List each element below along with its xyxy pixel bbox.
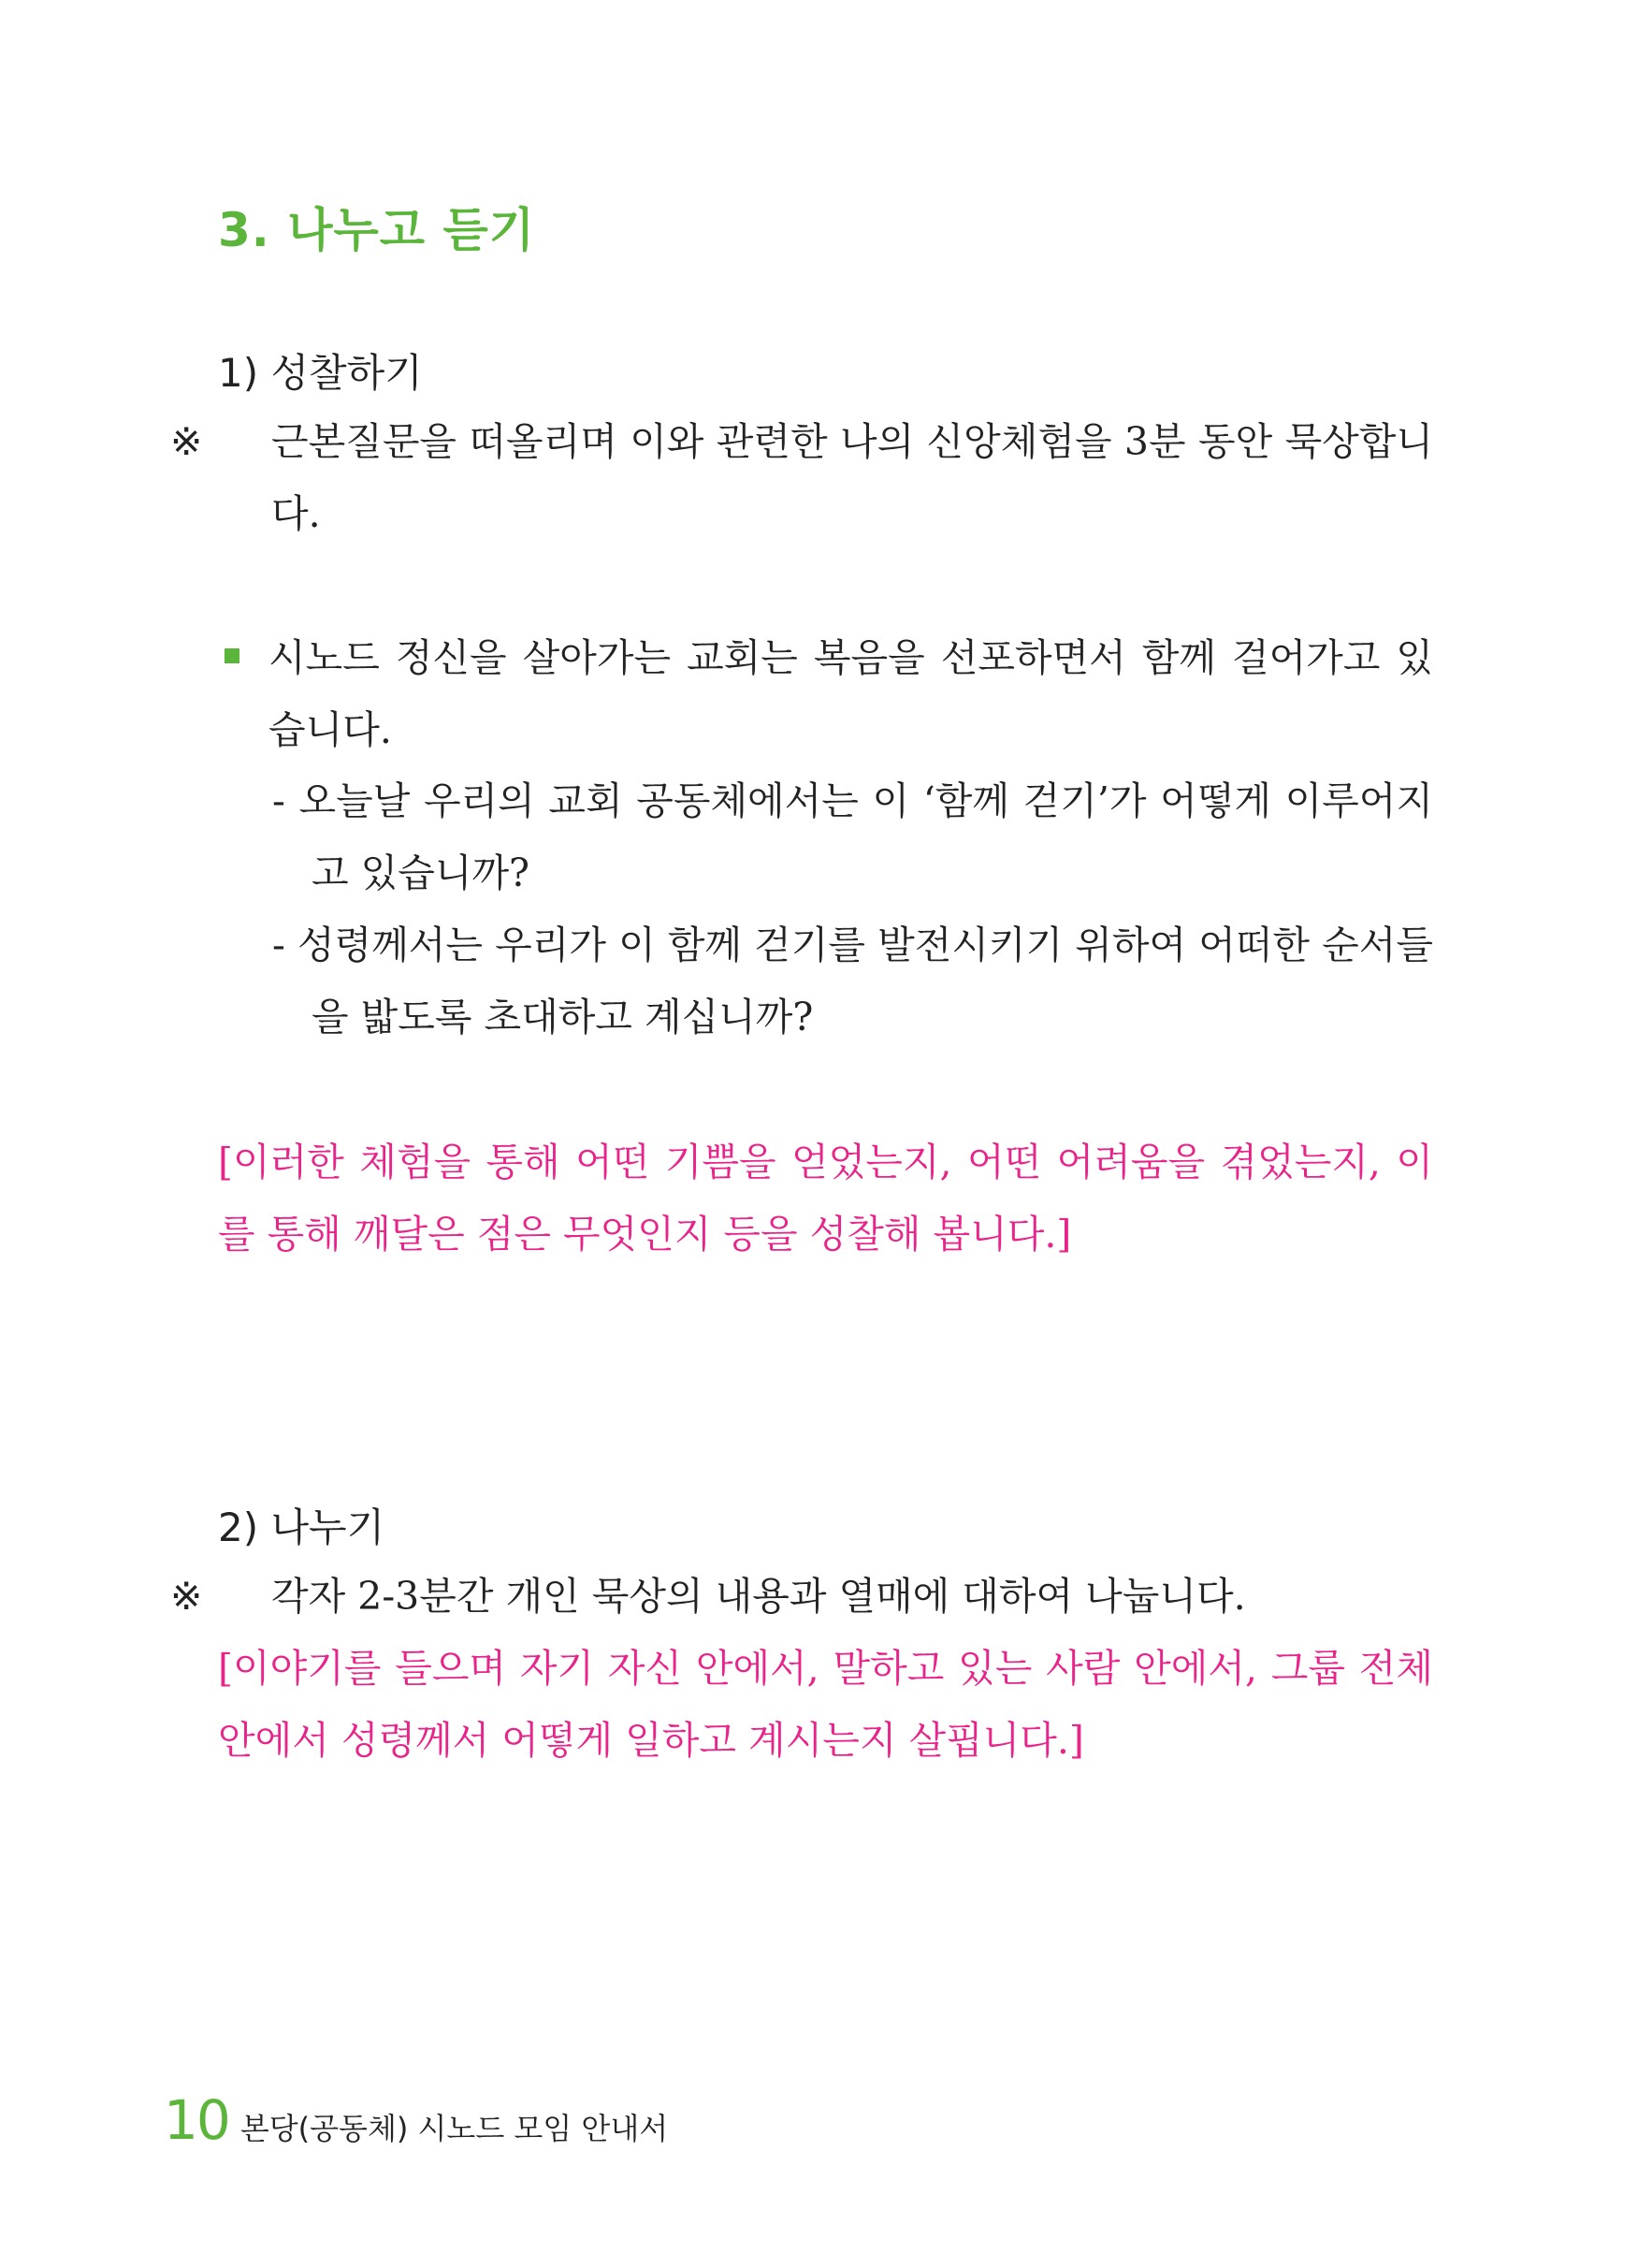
page-number: 10 (164, 2088, 229, 2152)
share-instruction-text: 각자 2-3분간 개인 묵상의 내용과 열매에 대하여 나눕니다. (271, 1574, 1246, 1619)
share-heading: 2) 나누기 (218, 1504, 385, 1550)
section-title: 3. 나누고 듣기 (218, 203, 536, 257)
reference-mark: ※ (170, 1574, 203, 1619)
reflect-instruction-text: 근본질문을 떠올리며 이와 관련한 나의 신앙체험을 3분 동안 묵상합니다. (271, 419, 1433, 536)
reflect-heading: 1) 성찰하기 (218, 350, 423, 396)
share-instruction (170, 1561, 1433, 1633)
bullet-paragraph-text: 시노드 정신을 살아가는 교회는 복음을 선포하면서 함께 걸어가고 있습니다. (268, 635, 1433, 752)
reflect-guide: [이러한 체험을 통해 어떤 기쁨을 얻었는지, 어떤 어려움을 겪었는지, 이를 통해 깨달은 점은 무엇인지 등을 성찰해 봅니다.] (218, 1140, 1433, 1257)
question-item-1: - 오늘날 우리의 교회 공동체에서는 이 ‘함께 걷기’가 어떻게 이루어지고 있습니까? (272, 778, 1433, 895)
reflect-instruction (170, 406, 1433, 550)
document-name: 본당(공동체) 시노드 모임 안내서 (239, 2111, 669, 2146)
question-item-2: - 성령께서는 우리가 이 함께 걷기를 발전시키기 위하여 어떠한 순서들을 밟도록 초대하고 계십니까? (272, 923, 1433, 1039)
square-bullet-icon (225, 648, 239, 663)
share-guide: [이야기를 들으며 자기 자신 안에서, 말하고 있는 사람 안에서, 그룹 전체 안에서 성령께서 어떻게 일하고 계시는지 살핍니다.] (218, 1646, 1433, 1763)
reference-mark: ※ (170, 419, 203, 464)
bullet-paragraph (225, 622, 1433, 766)
page-footer (164, 2088, 668, 2152)
